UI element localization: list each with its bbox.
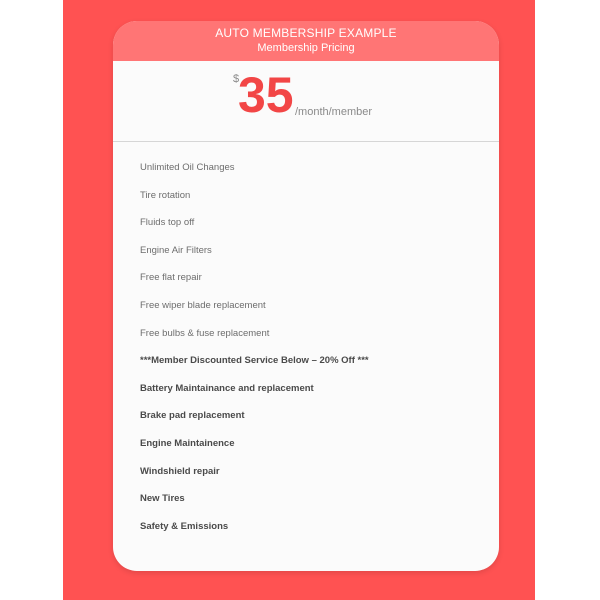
pricing-card bbox=[113, 21, 499, 571]
card-title: AUTO MEMBERSHIP EXAMPLE bbox=[215, 26, 397, 40]
price-amount: 35 bbox=[238, 67, 294, 123]
feature-item: ***Member Discounted Service Below – 20% Off *** bbox=[140, 355, 369, 367]
feature-item: Free flat repair bbox=[140, 272, 202, 284]
feature-item: Brake pad replacement bbox=[140, 410, 245, 422]
price-currency: $ bbox=[233, 73, 240, 85]
feature-item: Free wiper blade replacement bbox=[140, 299, 266, 311]
feature-item: Tire rotation bbox=[140, 189, 191, 201]
price-period: /month/member bbox=[295, 106, 373, 118]
feature-item: New Tires bbox=[140, 493, 185, 505]
feature-item: Windshield repair bbox=[140, 465, 220, 477]
feature-item: Battery Maintainance and replacement bbox=[140, 382, 314, 394]
card-header bbox=[113, 21, 499, 61]
price-section bbox=[113, 61, 499, 142]
feature-list bbox=[113, 142, 499, 540]
feature-item: Safety & Emissions bbox=[140, 520, 229, 532]
feature-item: Free bulbs & fuse replacement bbox=[140, 327, 270, 339]
feature-item: Engine Air Filters bbox=[140, 244, 212, 256]
feature-item: Unlimited Oil Changes bbox=[140, 162, 235, 173]
feature-item: Fluids top off bbox=[140, 217, 195, 229]
card-subtitle: Membership Pricing bbox=[257, 42, 355, 54]
feature-item: Engine Maintainence bbox=[140, 437, 235, 449]
